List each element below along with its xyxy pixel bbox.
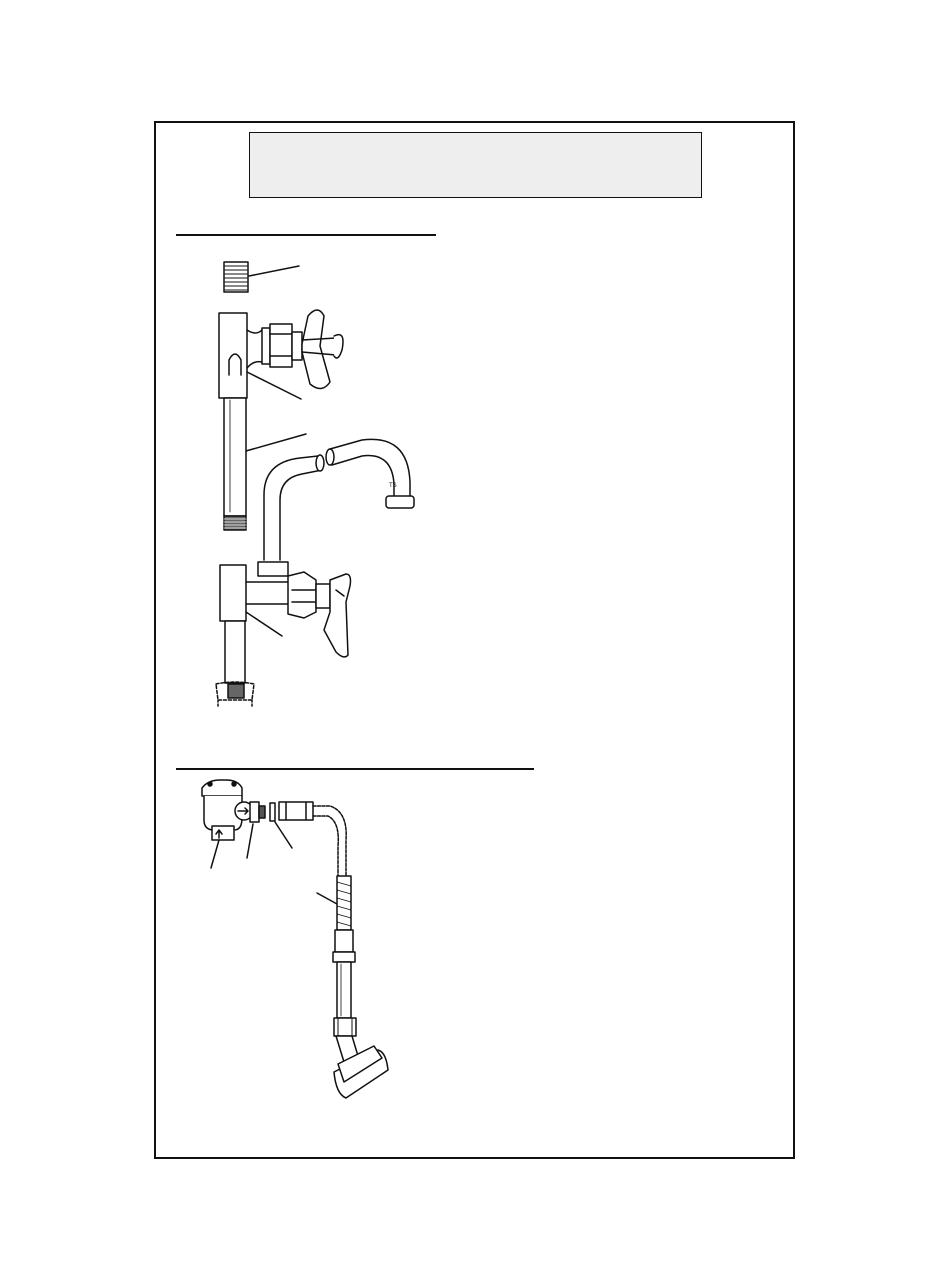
adapter-callout-line bbox=[247, 824, 253, 858]
spray-head bbox=[334, 1018, 388, 1098]
valve-callout-line bbox=[247, 372, 301, 399]
swing-spout bbox=[264, 439, 414, 560]
washer-callout-line bbox=[275, 822, 292, 848]
riser-callout-line bbox=[246, 434, 306, 451]
adapter-fitting bbox=[247, 802, 265, 858]
flexible-hose bbox=[279, 802, 355, 1018]
lever-handle-valve bbox=[216, 562, 351, 706]
riser-pipe bbox=[224, 398, 306, 530]
threaded-nipple bbox=[224, 262, 299, 292]
pre-rinse-assembly-diagram bbox=[202, 780, 388, 1098]
cross-handle-valve bbox=[219, 310, 343, 399]
svg-text:TS: TS bbox=[389, 483, 397, 489]
nipple-callout-line bbox=[249, 266, 299, 276]
faucet-assembly-diagram bbox=[216, 262, 414, 706]
hose-callout-line bbox=[317, 893, 337, 904]
vacuum-breaker-valve bbox=[202, 780, 253, 868]
lever-valve-callout-line bbox=[246, 612, 282, 636]
vacuum-breaker-callout-line bbox=[211, 840, 219, 868]
